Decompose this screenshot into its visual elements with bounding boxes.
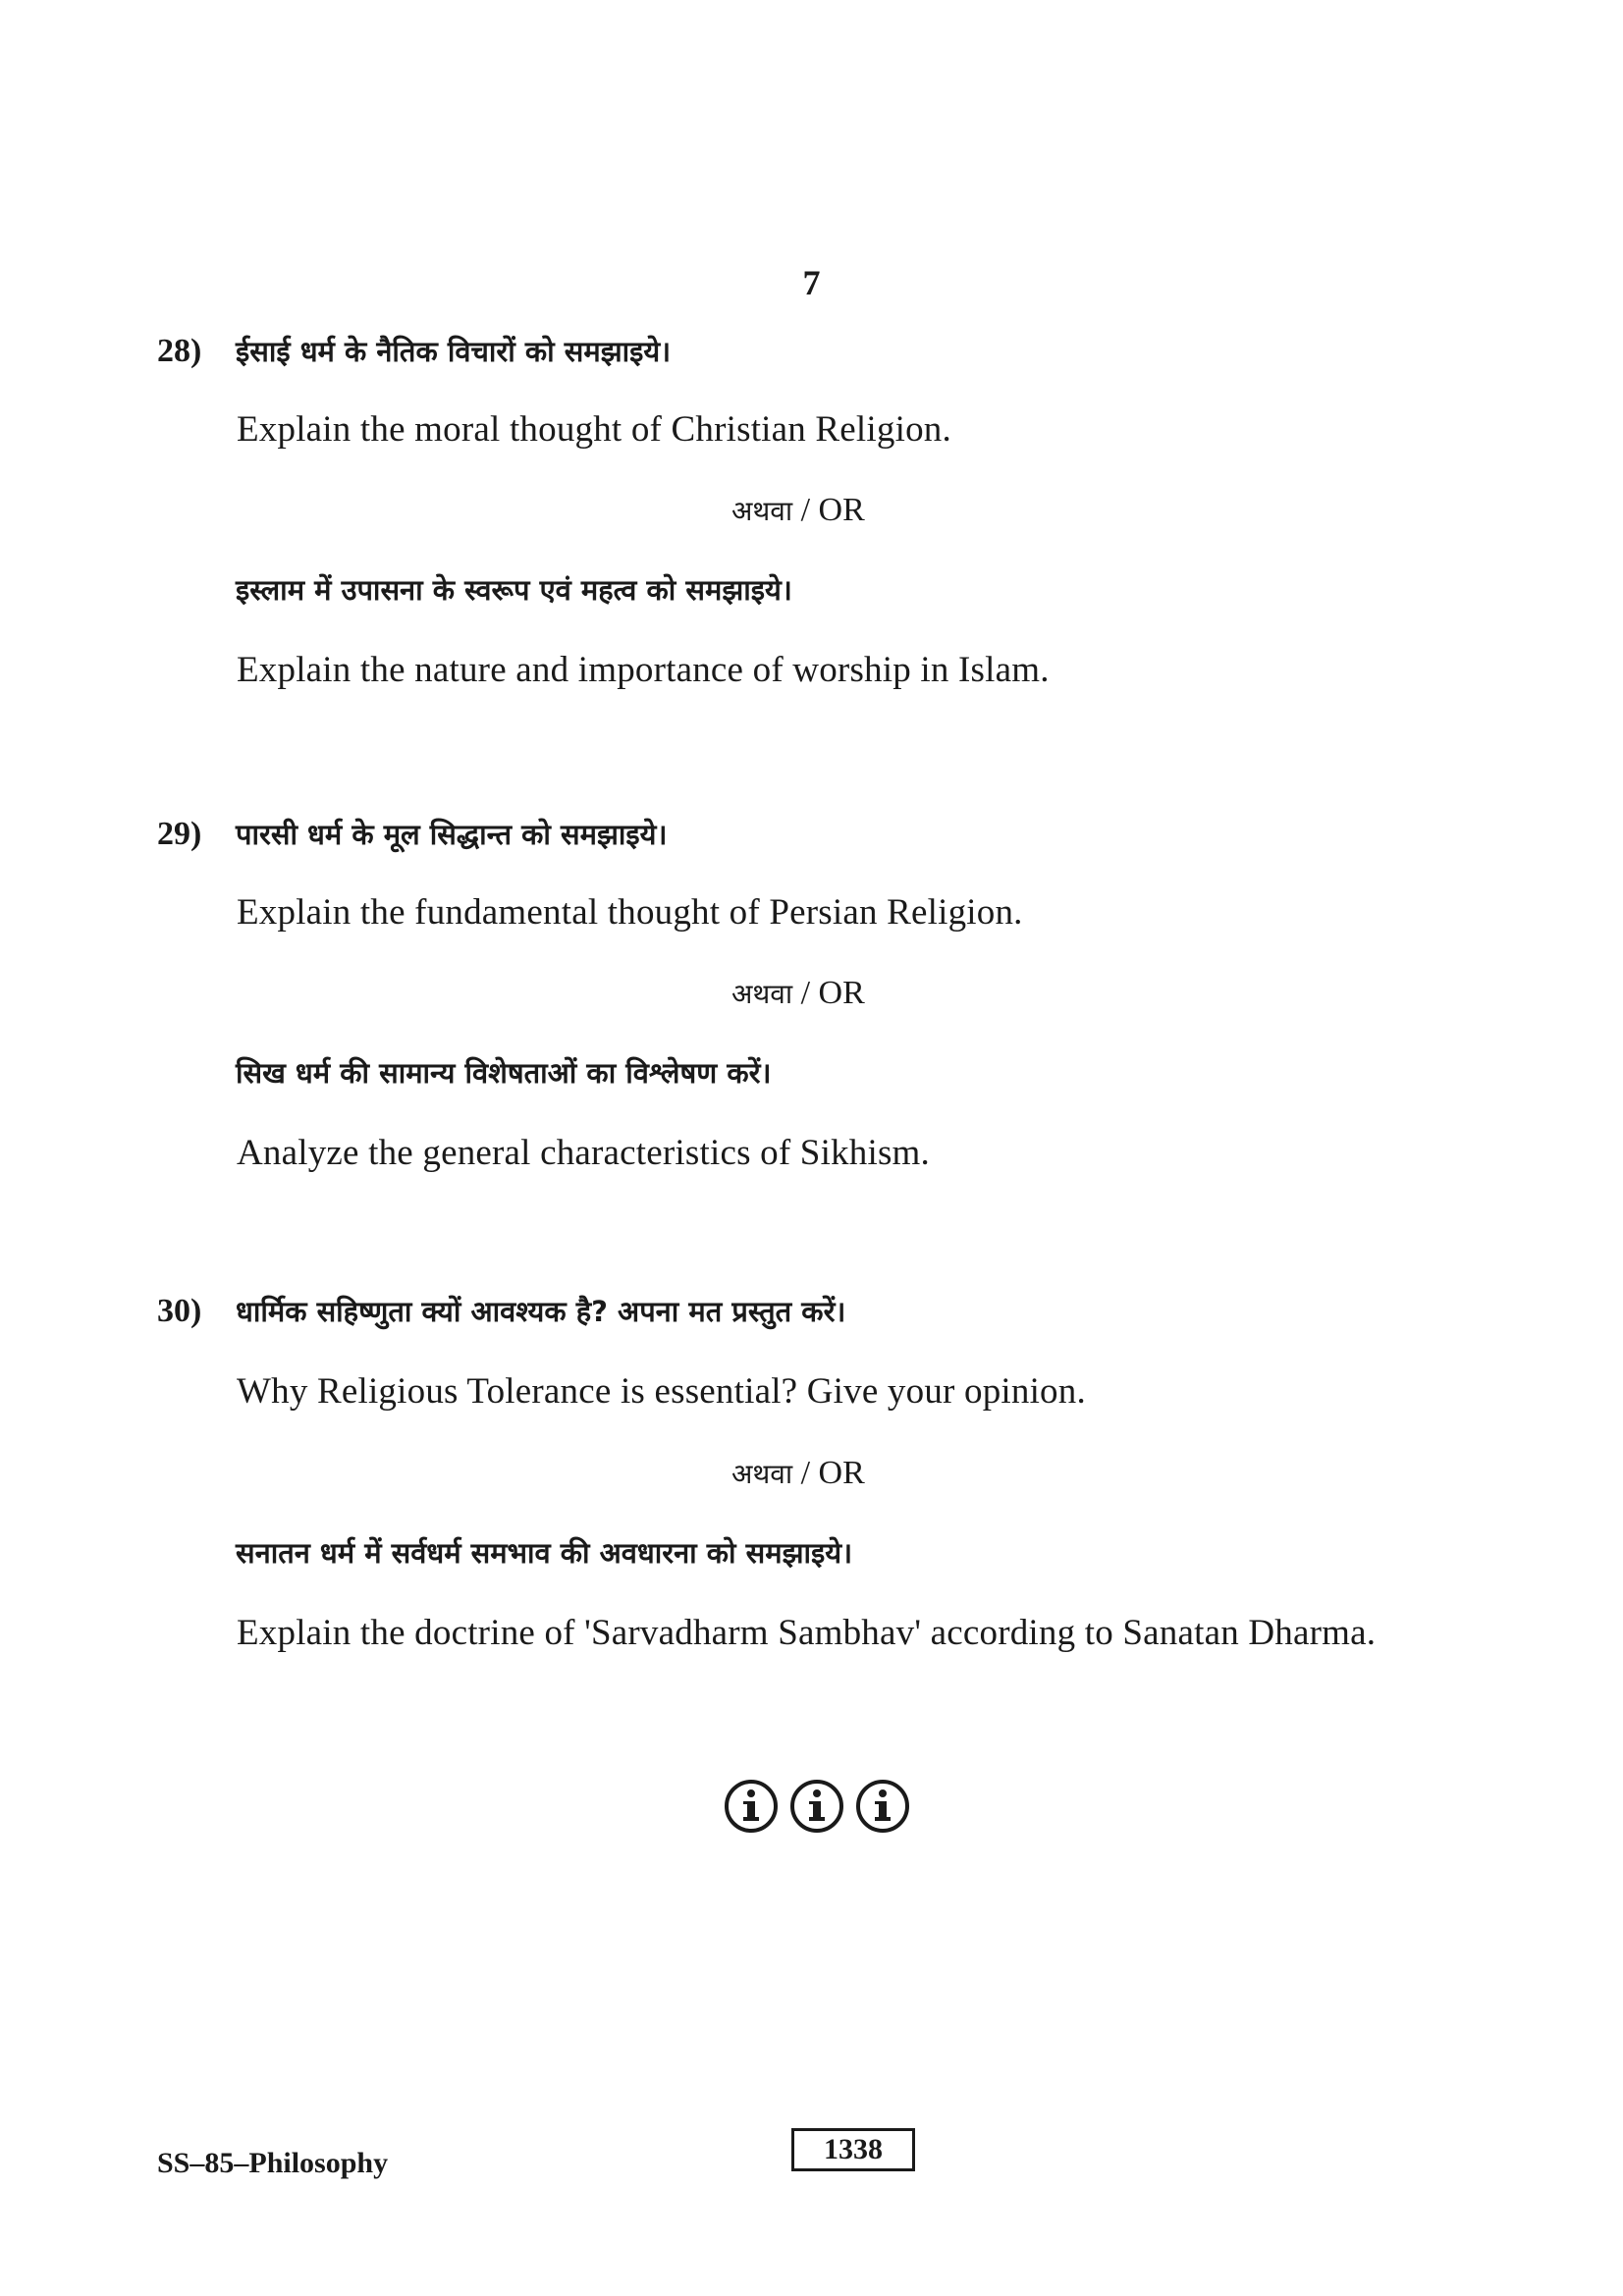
end-of-paper-mark — [722, 1777, 918, 1836]
paper-code: SS–85–Philosophy — [157, 2147, 389, 2179]
question-english: Why Religious Tolerance is essential? Give your opinion. — [237, 1371, 1086, 1412]
question-hindi: धार्मिक सहिष्णुता क्यों आवश्यक है? अपना मत प्रस्तुत करें। — [236, 1295, 846, 1328]
or-separator — [731, 490, 865, 532]
alternative-hindi: इस्लाम में उपासना के स्वरूप एवं महत्व को समझाइये। — [236, 573, 792, 607]
or-separator — [731, 973, 865, 1015]
question-english: Explain the moral thought of Christian Religion. — [237, 409, 951, 450]
question-number: 30) — [157, 1293, 202, 1329]
question-english: Explain the fundamental thought of Persian Religion. — [237, 892, 1023, 933]
page-number: 7 — [802, 263, 821, 302]
question-hindi: पारसी धर्म के मूल सिद्धान्त को समझाइये। — [236, 818, 668, 851]
alternative-english: Explain the doctrine of 'Sarvadharm Sambhav' according to Sanatan Dharma. — [237, 1613, 1377, 1653]
question-hindi: ईसाई धर्म के नैतिक विचारों को समझाइये। — [236, 335, 672, 368]
question-number: 28) — [157, 333, 202, 369]
alternative-hindi: सनातन धर्म में सर्वधर्म समभाव की अवधारना को समझाइये। — [236, 1536, 853, 1570]
or-hindi: अथवा — [731, 1458, 793, 1490]
or-separator — [731, 1453, 865, 1495]
or-english: / OR — [800, 492, 865, 528]
or-english: / OR — [800, 1455, 865, 1491]
end-mark-svg — [722, 1777, 918, 1836]
or-english: / OR — [800, 975, 865, 1011]
alternative-english: Analyze the general characteristics of Sikhism. — [237, 1133, 930, 1173]
info-circle-icon — [858, 1782, 907, 1831]
info-circle-icon — [727, 1782, 776, 1831]
alternative-hindi: सिख धर्म की सामान्य विशेषताओं का विश्लेषण करें। — [236, 1056, 772, 1090]
or-hindi: अथवा — [731, 495, 793, 527]
alternative-english: Explain the nature and importance of worship in Islam. — [237, 650, 1050, 690]
page-code-box: 1338 — [791, 2128, 915, 2171]
info-circle-icon — [792, 1782, 841, 1831]
question-number: 29) — [157, 816, 202, 852]
or-hindi: अथवा — [731, 978, 793, 1010]
